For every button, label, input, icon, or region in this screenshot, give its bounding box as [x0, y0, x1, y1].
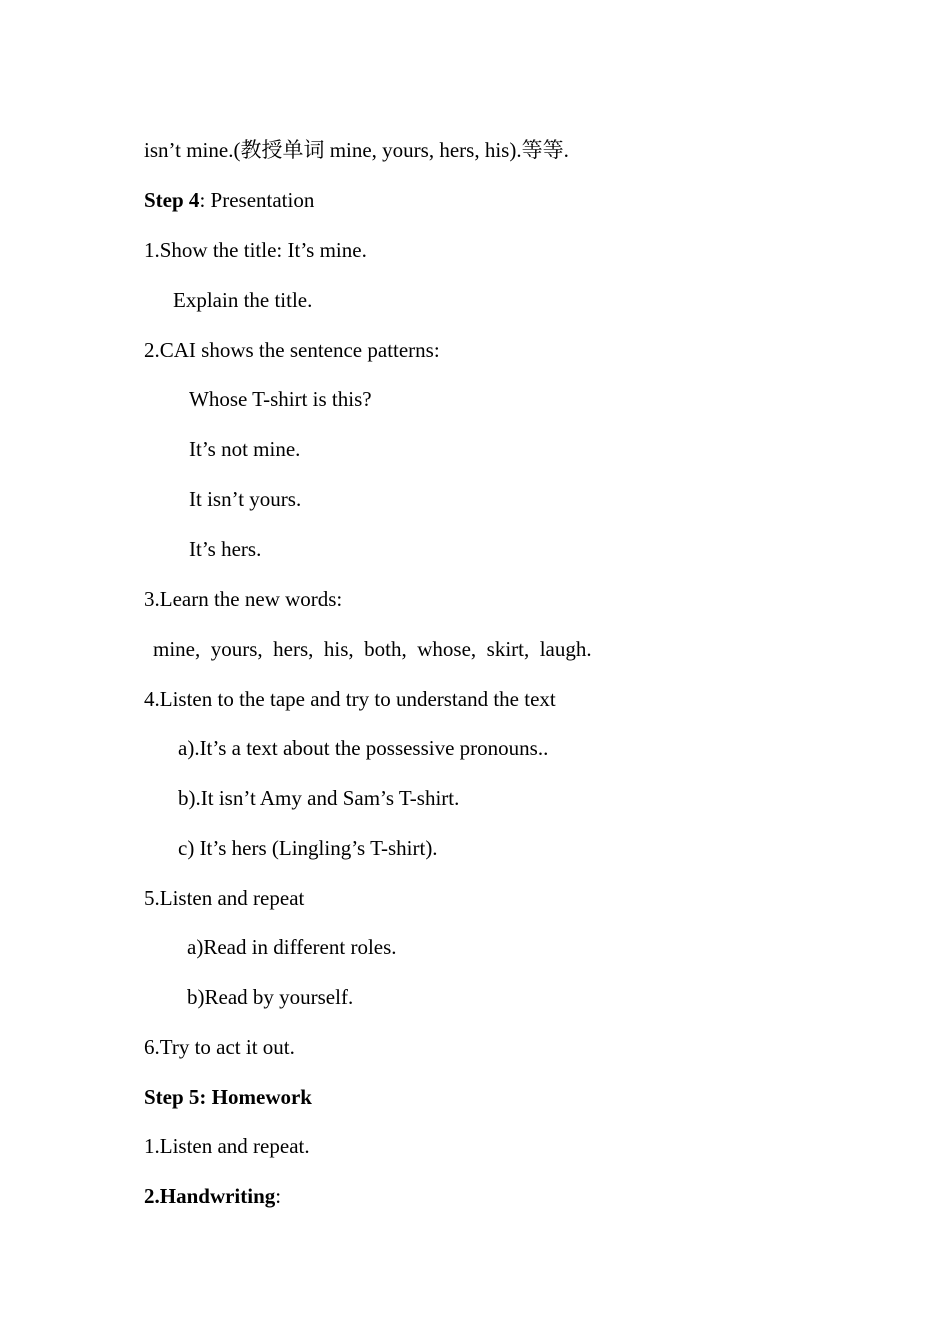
item-3: 3.Learn the new words:: [144, 587, 343, 611]
item-4-sub: b).It isn’t Amy and Sam’s T-shirt.: [178, 786, 460, 810]
item-2: 2.CAI shows the sentence patterns:: [144, 338, 440, 362]
homework-2-label: 2.Handwriting: [144, 1184, 276, 1208]
step4-title: : Presentation: [199, 188, 315, 212]
step5-heading: Step 5: Homework: [144, 1085, 312, 1109]
step4-label: Step 4: [144, 188, 200, 212]
pattern-line: It’s not mine.: [189, 437, 301, 461]
pattern-line: It’s hers.: [189, 537, 262, 561]
pattern-line: Whose T-shirt is this?: [189, 387, 372, 411]
homework-2-colon: :: [275, 1184, 282, 1208]
item-4: 4.Listen to the tape and try to understand the text: [144, 687, 556, 711]
step4-heading: [144, 187, 314, 213]
pattern-line: It isn’t yours.: [189, 487, 302, 511]
item-5-sub: b)Read by yourself.: [187, 985, 354, 1009]
text-line-continuation: isn’t mine.(教授单词 mine, yours, hers, his).等等.: [144, 138, 569, 162]
item-5: 5.Listen and repeat: [144, 886, 305, 910]
homework-2: [144, 1183, 281, 1209]
item-4-sub: a).It’s a text about the possessive pronouns..: [178, 736, 549, 760]
new-words-list: mine, yours, hers, his, both, whose, skirt, laugh.: [153, 637, 592, 661]
item-4-sub: c) It’s hers (Lingling’s T-shirt).: [178, 836, 438, 860]
item-6: 6.Try to act it out.: [144, 1035, 295, 1059]
item-1: 1.Show the title: It’s mine.: [144, 238, 367, 262]
homework-1: 1.Listen and repeat.: [144, 1134, 310, 1158]
item-1-sub: Explain the title.: [173, 288, 313, 312]
item-5-sub: a)Read in different roles.: [187, 935, 397, 959]
